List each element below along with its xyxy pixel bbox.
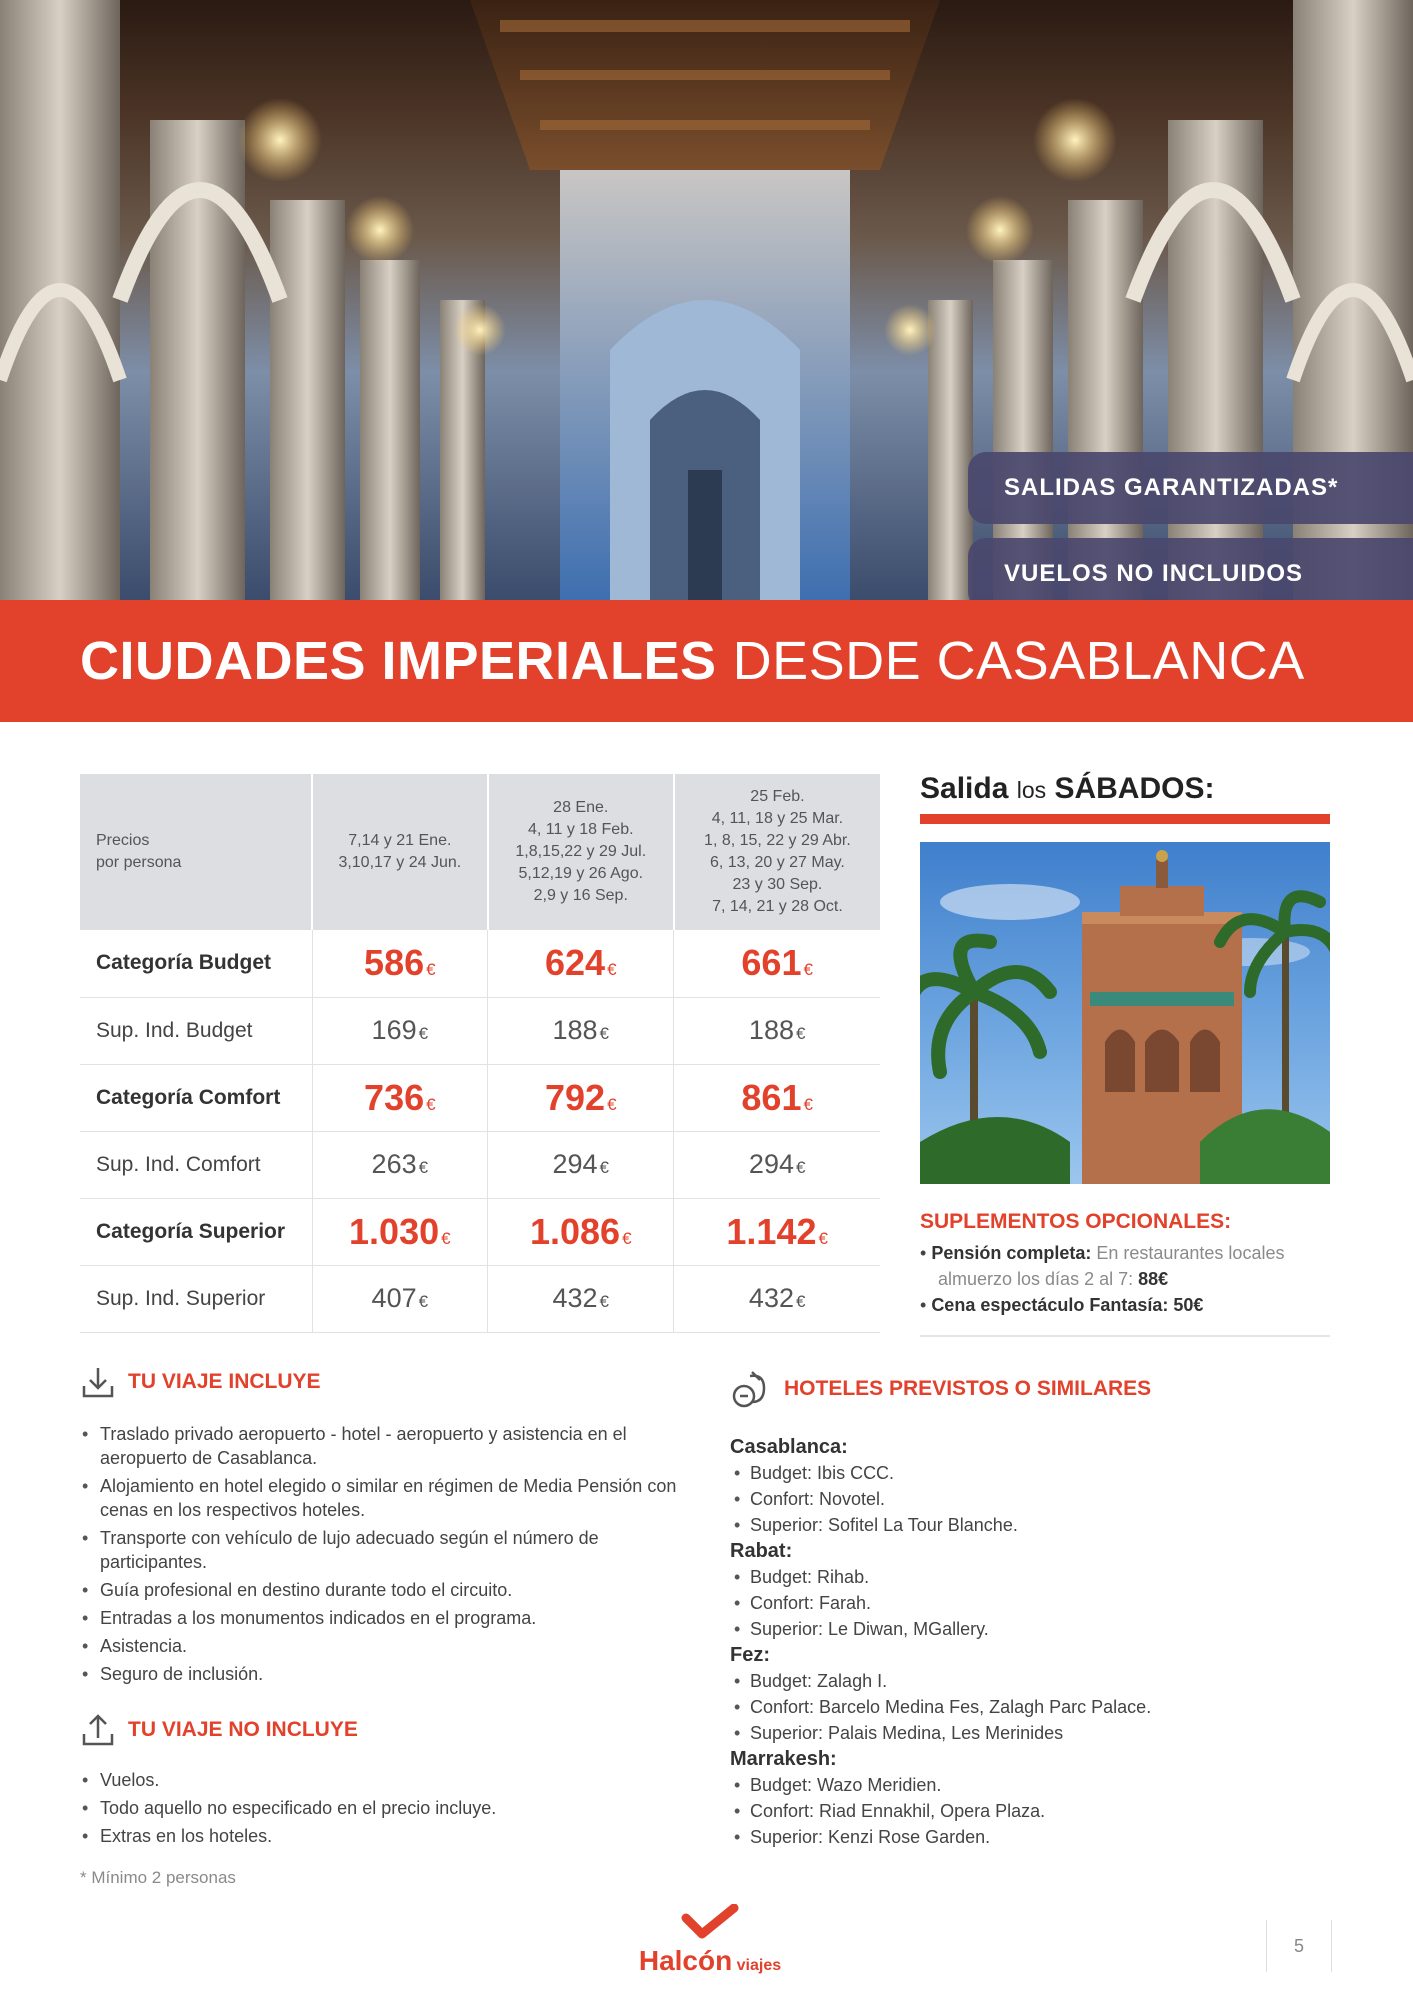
list-item: • Todo aquello no especificado en el precio incluye. (80, 1796, 680, 1820)
header-dates-col1 (312, 774, 488, 930)
salida-rule (920, 814, 1330, 824)
price-value: 736 (364, 1076, 425, 1118)
suplemento-item: • Cena espectáculo Fantasía: 50€ (920, 1295, 1204, 1315)
incluye-title: TU VIAJE INCLUYE (128, 1370, 321, 1393)
price-cell (488, 1131, 674, 1198)
list-item: • Entradas a los monumentos indicados en el programa. (80, 1606, 680, 1630)
row-label: Categoría Superior (80, 1198, 312, 1265)
header-label (80, 774, 312, 930)
list-item: • Alojamiento en hotel elegido o similar en régimen de Media Pensión con cenas en los respectivos hoteles. (80, 1474, 680, 1522)
hoteles-heading (730, 1368, 1151, 1410)
currency: € (622, 1228, 632, 1248)
title-strong: CIUDADES IMPERIALES (80, 631, 717, 691)
price-cell (312, 1198, 488, 1265)
currency: € (795, 1292, 806, 1311)
price-cell (488, 930, 674, 997)
currency: € (803, 1094, 813, 1114)
price-cell (674, 1064, 880, 1131)
date-line: 1, 8, 15, 22 y 29 Abr. (704, 832, 851, 849)
date-line: 4, 11, 18 y 25 Mar. (711, 810, 844, 827)
currency: € (607, 960, 617, 980)
price-value: 1.086 (529, 1210, 621, 1252)
price-cell (674, 1131, 880, 1198)
price-cell (674, 930, 880, 997)
price-table (80, 774, 880, 1333)
date-line: 25 Feb. (750, 788, 805, 805)
list-item: • Traslado privado aeropuerto - hotel - aeropuerto y asistencia en el aeropuerto de Casablanca. (80, 1422, 680, 1470)
price-value: 586 (364, 942, 425, 984)
currency: € (818, 1228, 828, 1248)
suplemento-item-cont (920, 1266, 1340, 1292)
footnote: * Mínimo 2 personas (80, 1868, 236, 1887)
price-cell (674, 1198, 880, 1265)
price-value: 188 (748, 1015, 794, 1045)
halcon-logo (620, 1904, 800, 1977)
page-title (0, 600, 1413, 722)
header-label-line: por persona (96, 854, 182, 871)
list-item: • Transporte con vehículo de lujo adecuado según el número de participantes. (80, 1526, 680, 1574)
city-name: Casablanca: (730, 1436, 848, 1458)
city-hotels (730, 1564, 1350, 1642)
currency: € (418, 1158, 429, 1177)
price-cell (674, 997, 880, 1064)
currency: € (599, 1158, 610, 1177)
date-line: 2,9 y 16 Sep. (533, 887, 628, 904)
row-label: Sup. Ind. Superior (80, 1265, 312, 1332)
price-cell (488, 1198, 674, 1265)
price-cell (488, 1265, 674, 1332)
price-cell (488, 1064, 674, 1131)
currency: € (795, 1158, 806, 1177)
price-cell (312, 1265, 488, 1332)
no-incluye-list (80, 1768, 680, 1852)
price-value: 432 (552, 1283, 598, 1313)
list-item: • Superior: Kenzi Rose Garden. (730, 1824, 1350, 1850)
hero-image (0, 0, 1413, 600)
currency: € (803, 960, 813, 980)
list-item: • Asistencia. (80, 1634, 680, 1658)
currency: € (418, 1292, 429, 1311)
suplemento-bold: Pensión completa: (931, 1243, 1092, 1263)
price-value: 188 (552, 1015, 598, 1045)
price-cell (674, 1265, 880, 1332)
hoteles-list (730, 1434, 1350, 1850)
salida-day: SÁBADOS: (1054, 772, 1215, 805)
list-item: • Budget: Ibis CCC. (730, 1460, 1350, 1486)
upload-icon (80, 1712, 116, 1748)
logo-sub: viajes (736, 1957, 782, 1974)
list-item: • Seguro de inclusión. (80, 1662, 680, 1686)
vuelos-no-incluidos-badge: VUELOS NO INCLUIDOS (968, 538, 1413, 600)
suplemento-text: almuerzo los días 2 al 7: (938, 1269, 1134, 1289)
header-label-line: Precios (96, 832, 150, 849)
suplemento-bold: Cena espectáculo Fantasía: 50€ (931, 1295, 1204, 1315)
suplemento-item: • Pensión completa: En restaurantes locales (920, 1243, 1285, 1263)
hoteles-title: HOTELES PREVISTOS O SIMILARES (784, 1377, 1152, 1400)
price-value: 169 (371, 1015, 417, 1045)
price-value: 1.030 (349, 1210, 440, 1252)
currency: € (441, 1228, 451, 1248)
date-line: 4, 11 y 18 Feb. (527, 821, 634, 838)
table-row (80, 1131, 880, 1198)
price-value: 792 (544, 1076, 606, 1118)
salida-prefix: Salida (920, 772, 1009, 805)
city-name: Rabat: (730, 1540, 793, 1562)
currency: € (426, 1094, 436, 1114)
date-line: 3,10,17 y 24 Jun. (338, 854, 462, 871)
hotel-bell-icon (730, 1368, 772, 1410)
price-cell (312, 1131, 488, 1198)
list-item: • Superior: Le Diwan, MGallery. (730, 1616, 1350, 1642)
price-cell (312, 997, 488, 1064)
table-row (80, 1265, 880, 1332)
price-value: 661 (741, 942, 802, 984)
currency: € (607, 1094, 617, 1114)
currency: € (599, 1024, 610, 1043)
suplemento-text: En restaurantes locales (1096, 1243, 1285, 1263)
price-cell (312, 1064, 488, 1131)
koutoubia-photo (920, 842, 1330, 1184)
table-row (80, 930, 880, 997)
city-hotels (730, 1772, 1350, 1850)
page-number: 5 (1266, 1920, 1332, 1972)
price-value: 294 (748, 1149, 794, 1179)
table-row (80, 1198, 880, 1265)
price-value: 263 (371, 1149, 417, 1179)
divider (920, 1335, 1330, 1337)
price-cell (312, 930, 488, 997)
price-value: 861 (741, 1076, 802, 1118)
suplementos-title: SUPLEMENTOS OPCIONALES: (920, 1210, 1232, 1233)
list-item: • Vuelos. (80, 1768, 680, 1792)
list-item: • Guía profesional en destino durante todo el circuito. (80, 1578, 680, 1602)
incluye-heading (80, 1364, 321, 1400)
currency: € (599, 1292, 610, 1311)
city-hotels (730, 1460, 1350, 1538)
logo-name: Halcón (638, 1945, 733, 1976)
date-line: 23 y 30 Sep. (732, 876, 823, 893)
city-name: Marrakesh: (730, 1748, 837, 1770)
row-label: Categoría Budget (80, 930, 312, 997)
row-label: Sup. Ind. Comfort (80, 1131, 312, 1198)
list-item: • Budget: Rihab. (730, 1564, 1350, 1590)
header-dates-col3 (674, 774, 880, 930)
currency: € (795, 1024, 806, 1043)
price-value: 1.142 (726, 1210, 817, 1252)
city-name: Fez: (730, 1644, 770, 1666)
row-label: Categoría Comfort (80, 1064, 312, 1131)
date-line: 1,8,15,22 y 29 Jul. (515, 843, 647, 860)
download-icon (80, 1364, 116, 1400)
salida-mid: los (1016, 777, 1047, 803)
salida-heading (920, 772, 1214, 806)
city-hotels (730, 1668, 1350, 1746)
table-row (80, 997, 880, 1064)
suplementos-list (920, 1240, 1340, 1318)
list-item: • Budget: Wazo Meridien. (730, 1772, 1350, 1798)
date-line: 7,14 y 21 Ene. (348, 832, 452, 849)
no-incluye-title: TU VIAJE NO INCLUYE (128, 1718, 358, 1741)
list-item: • Confort: Barcelo Medina Fes, Zalagh Parc Palace. (730, 1694, 1350, 1720)
incluye-list (80, 1422, 680, 1690)
list-item: • Extras en los hoteles. (80, 1824, 680, 1848)
minaret-illustration (920, 842, 1330, 1184)
list-item: • Confort: Farah. (730, 1590, 1350, 1616)
price-value: 407 (371, 1283, 417, 1313)
title-light: DESDE CASABLANCA (732, 631, 1305, 691)
header-dates-col2 (488, 774, 674, 930)
list-item: • Confort: Novotel. (730, 1486, 1350, 1512)
list-item: • Superior: Sofitel La Tour Blanche. (730, 1512, 1350, 1538)
price-value: 294 (552, 1149, 598, 1179)
salidas-garantizadas-badge: SALIDAS GARANTIZADAS* (968, 452, 1413, 524)
row-label: Sup. Ind. Budget (80, 997, 312, 1064)
no-incluye-heading (80, 1712, 358, 1748)
date-line: 7, 14, 21 y 28 Oct. (712, 898, 843, 915)
date-line: 6, 13, 20 y 27 May. (709, 854, 845, 871)
date-line: 5,12,19 y 26 Ago. (518, 865, 644, 882)
price-cell (488, 997, 674, 1064)
list-item: • Budget: Zalagh I. (730, 1668, 1350, 1694)
list-item: • Confort: Riad Ennakhil, Opera Plaza. (730, 1798, 1350, 1824)
list-item: • Superior: Palais Medina, Les Merinides (730, 1720, 1350, 1746)
currency: € (426, 960, 436, 980)
price-table-header (80, 774, 880, 930)
price-value: 624 (544, 942, 606, 984)
halcon-check-icon (680, 1904, 740, 1940)
table-row (80, 1064, 880, 1131)
currency: € (418, 1024, 429, 1043)
suplemento-price: 88€ (1138, 1269, 1169, 1289)
price-value: 432 (748, 1283, 794, 1313)
date-line: 28 Ene. (553, 799, 609, 816)
